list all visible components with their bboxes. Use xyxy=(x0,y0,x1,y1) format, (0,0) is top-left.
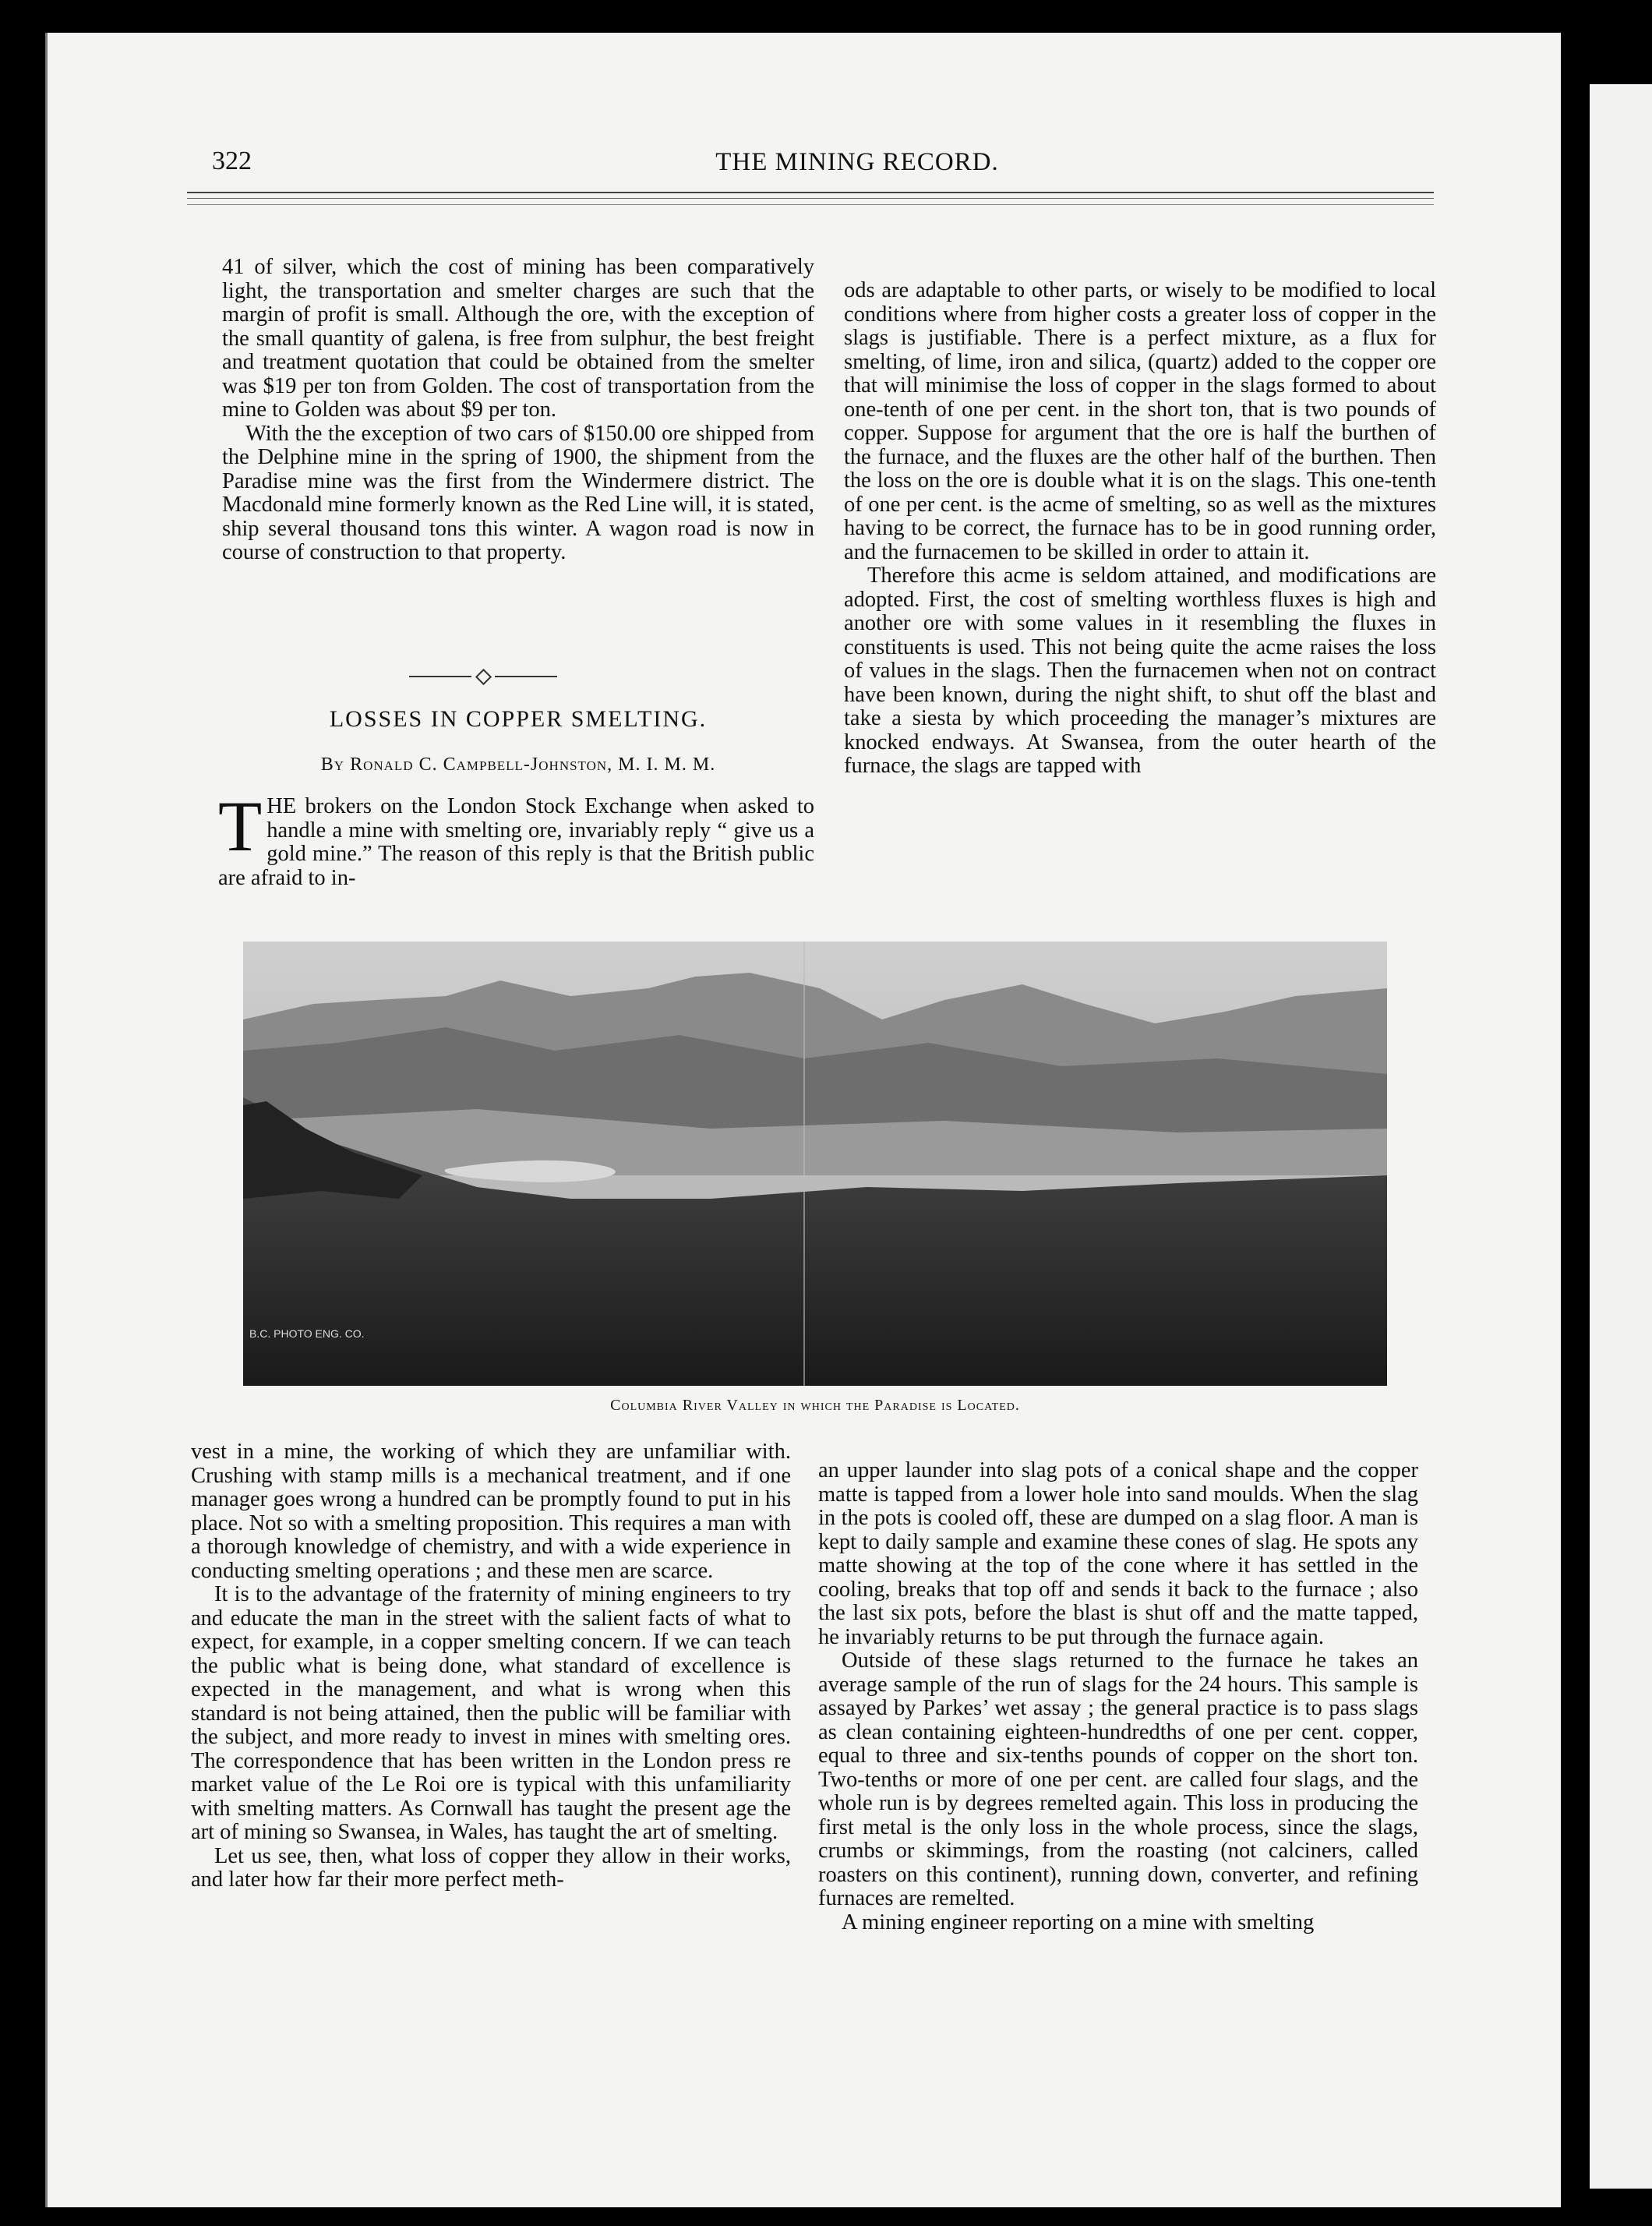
paragraph: 41 of silver, which the cost of mining has been comparatively light, the transportation and smelter charges are such that the margin of profit is small. Although the ore, with the exception of the small quantity of galena, is free from sulphur, the best freight and treatment quotation that could be obtained from the smelter was $19 per ton from Golden. The cost of transportation from the mine to Golden was about $9 per ton. xyxy=(222,255,814,422)
page-number: 322 xyxy=(212,147,252,175)
article-title: LOSSES IN COPPER SMELTING. xyxy=(329,706,708,732)
section-divider xyxy=(409,669,557,684)
column-bottom-left xyxy=(191,1440,791,1892)
paragraph: Let us see, then, what loss of copper they allow in their works, and later how far their more perfect meth- xyxy=(191,1843,791,1892)
paragraph: It is to the advantage of the fraternity of mining engineers to try and educate the man in the street with the salient facts of what to expect, for example, in a copper smelting concern. If we can teach the public what is being done, what standard of excellence is expected in the management, and what is wrong when this standard is not being attained, then the public will be familiar with the subject, and more ready to invest in mines with smelting ores. The correspondence that has been written in the London press re market value of the Le Roi ore is typical with this unfamiliarity with smelting matters. As Cornwall has taught the present age the art of mining so Swansea, in Wales, has taught the art of smelting. xyxy=(191,1582,791,1844)
opening-paragraph xyxy=(218,786,814,890)
paragraph: Outside of these slags returned to the furnace he takes an average sample of the run of slags for the 24 hours. This sample is assayed by Parkes’ wet assay ; the general practice is to pass slags as clean containing eighteen-hundredths of one per cent. copper, equal to three and six-tenths pounds of copper on the short ton. Two-tenths or more of one per cent. are called four slags, and the whole run is by degrees remelted again. This loss in producing the first metal is the only loss in the whole process, since the slags, crumbs or skimmings, from the roasting (not calciners, called roasters on this continent), running down, converter, and refining furnaces are remelted. xyxy=(818,1648,1418,1910)
column-top-left xyxy=(222,256,814,565)
paragraph: an upper launder into slag pots of a conical shape and the copper matte is tapped from a lower hole into sand moulds. When the slag in the pots is cooled off, these are dumped on a slag floor. A man is kept to daily sample and examine these cones of slag. He spots any matte showing at the top of the cone where it has settled in the cooling, breaks that top off and sends it back to the furnace ; also the last six pots, before the blast is shut off and the matte tapped, he invariably returns to be put through the furnace again. xyxy=(818,1458,1418,1649)
photo-credit: B.C. PHOTO ENG. CO. xyxy=(249,1327,365,1340)
paragraph: A mining engineer reporting on a mine with smelting xyxy=(842,1910,1315,1934)
header-rule xyxy=(187,204,1434,205)
paragraph: ods are adaptable to other parts, or wisely to be modified to local conditions where from higher costs a greater loss of copper in the slags is justifiable. There is a perfect mixture, as a flux for smelting, of lime, iron and silica, (quartz) added to the copper ore that will minimise the loss of copper in the slags formed to about one-tenth of one per cent. in the short ton, that is two pounds of copper. Suppose for argument that the ore is half the burthen of the furnace, and the fluxes are the other half of the burthen. Then the loss on the ore is double what it is on the slags. This one-tenth of one per cent. is the acme of smelting, so as well as the mixtures having to be correct, the furnace has to be in good running order, and the furnacemen to be skilled in order to attain it. xyxy=(844,278,1436,564)
running-head: THE MINING RECORD. xyxy=(715,148,999,176)
paragraph: With the the exception of two cars of $150.00 ore shipped from the Delphine mine in the spring of 1900, the shipment from the Paradise mine was the first from the Windermere district. The Macdonald mine formerly known as the Red Line will, it is stated, ship several thousand tons this winter. A wagon road is now in course of construction to that property. xyxy=(222,421,814,564)
paragraph: Therefore this acme is seldom attained, and modifications are adopted. First, the cost of smelting worthless fluxes is high and another ore with some values in it resembling the fluxes in constituents is used. This not being quite the acme raises the loss of values in the slags. Then the furnacemen when not on contract have been known, during the night shift, to shut off the blast and take a siesta by which proceeding the manager’s mixtures are knocked endways. At Swansea, from the outer hearth of the furnace, the slags are tapped with xyxy=(844,564,1436,778)
header-rule xyxy=(187,198,1434,199)
opening-paragraph-text: HE brokers on the London Stock Exchange when asked to handle a mine with smelting ore, invariably reply “ give us a gold mine.” The reason of this reply is that the British public are afraid to in- xyxy=(218,794,814,890)
valley-photograph xyxy=(243,942,1387,1386)
column-bottom-right xyxy=(818,1459,1418,1934)
header-rule xyxy=(187,192,1434,193)
paragraph: vest in a mine, the working of which they are unfamiliar with. Crushing with stamp mills is a mechanical treatment, and if one manager goes wrong a hundred can be promptly found to put in his place. Not so with a smelting proposition. This requires a man with a thorough knowledge of chemistry, and with a wide experience in conducting smelting operations ; and these men are scarce. xyxy=(191,1440,791,1583)
photo-caption: Columbia River Valley in which the Paradise is Located. xyxy=(610,1397,1020,1414)
column-top-right xyxy=(844,279,1436,779)
byline: By Ronald C. Campbell-Johnston, M. I. M. M. xyxy=(320,754,716,775)
drop-cap: T xyxy=(218,786,263,866)
facing-page-edge xyxy=(1590,84,1652,2189)
